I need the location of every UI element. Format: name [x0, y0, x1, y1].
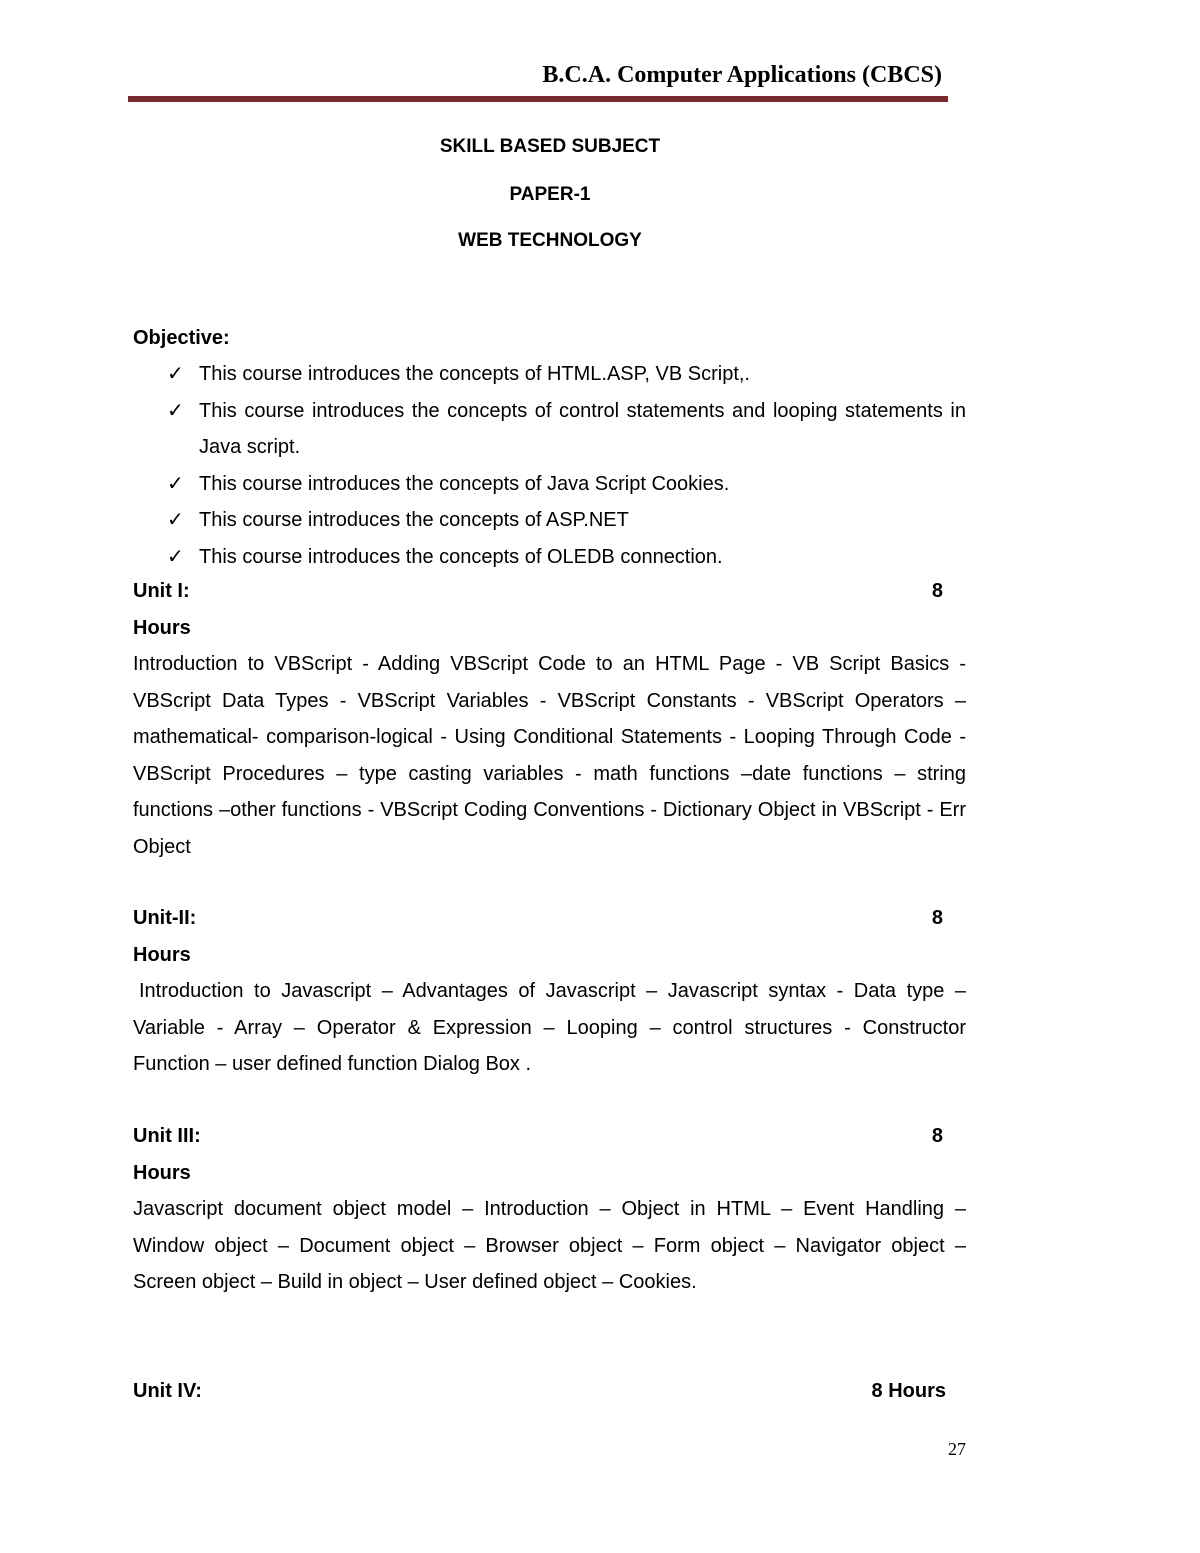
page-number: 27: [948, 1439, 966, 1459]
check-icon: ✓: [167, 363, 184, 385]
unit-hours-word: Hours: [133, 616, 191, 639]
unit-label: Unit I:: [133, 580, 190, 602]
header-rule: [128, 96, 948, 102]
unit-hours: 8 Hours: [871, 1380, 946, 1402]
check-icon: ✓: [167, 545, 184, 568]
objective-item: [133, 539, 966, 576]
paper-title: PAPER-1: [509, 184, 591, 205]
check-icon: ✓: [167, 509, 184, 531]
objective-item: [133, 356, 966, 393]
objective-item: [133, 393, 966, 466]
unit-label: Unit III:: [133, 1125, 201, 1147]
unit-1-content: Introduction to VBScript - Adding VBScript Code to an HTML Page - VB Script Basics - VBScript Data Types - VBScript Variables - VBScript Constants - VBScript Operators – mathematical- comparison-logical - Using Conditional Statements - Looping Through Code - VBScript Procedures – type casting variables - math functions –date functions – string functions –other functions - VBScript Coding Conventions - Dictionary Object in VBScript - Err Object: [133, 653, 966, 858]
unit-hours-number: 8: [931, 580, 943, 602]
unit-hours-number: 8: [931, 907, 943, 929]
unit-label: Unit IV:: [133, 1380, 202, 1402]
objective-text: This course introduces the concepts of Java Script Cookies.: [199, 472, 730, 495]
objective-text: This course introduces the concepts of ASP.NET: [199, 509, 629, 531]
check-icon: ✓: [167, 399, 184, 422]
objective-item: [133, 466, 966, 503]
objective-text: This course introduces the concepts of OLEDB connection.: [199, 545, 723, 568]
course-title: WEB TECHNOLOGY: [458, 230, 642, 251]
running-header: B.C.A. Computer Applications (CBCS): [542, 62, 942, 88]
unit-label: Unit-II:: [133, 907, 197, 929]
objective-text: This course introduces the concepts of control statements and looping statements in Java script.: [199, 399, 966, 458]
objective-item: [133, 502, 966, 539]
check-icon: ✓: [167, 472, 184, 495]
unit-3-content: Javascript document object model – Introduction – Object in HTML – Event Handling – Window object – Document object – Browser object – Form object – Navigator object – Screen object – Build in object – User defined object – Cookies.: [133, 1198, 966, 1293]
objective-heading: Objective:: [133, 327, 230, 349]
unit-hours-word: Hours: [133, 943, 191, 966]
subject-type-title: SKILL BASED SUBJECT: [439, 136, 661, 157]
unit-hours-word: Hours: [133, 1161, 191, 1184]
unit-hours-number: 8: [931, 1125, 943, 1147]
objective-text: This course introduces the concepts of HTML.ASP, VB Script,.: [199, 363, 750, 385]
unit-2-content: Introduction to Javascript – Advantages of Javascript – Javascript syntax - Data type –Variable - Array – Operator & Expression – Looping – control structures - Constructor Function – user defined function Dialog Box .: [133, 980, 966, 1075]
objective-list: [133, 356, 966, 575]
